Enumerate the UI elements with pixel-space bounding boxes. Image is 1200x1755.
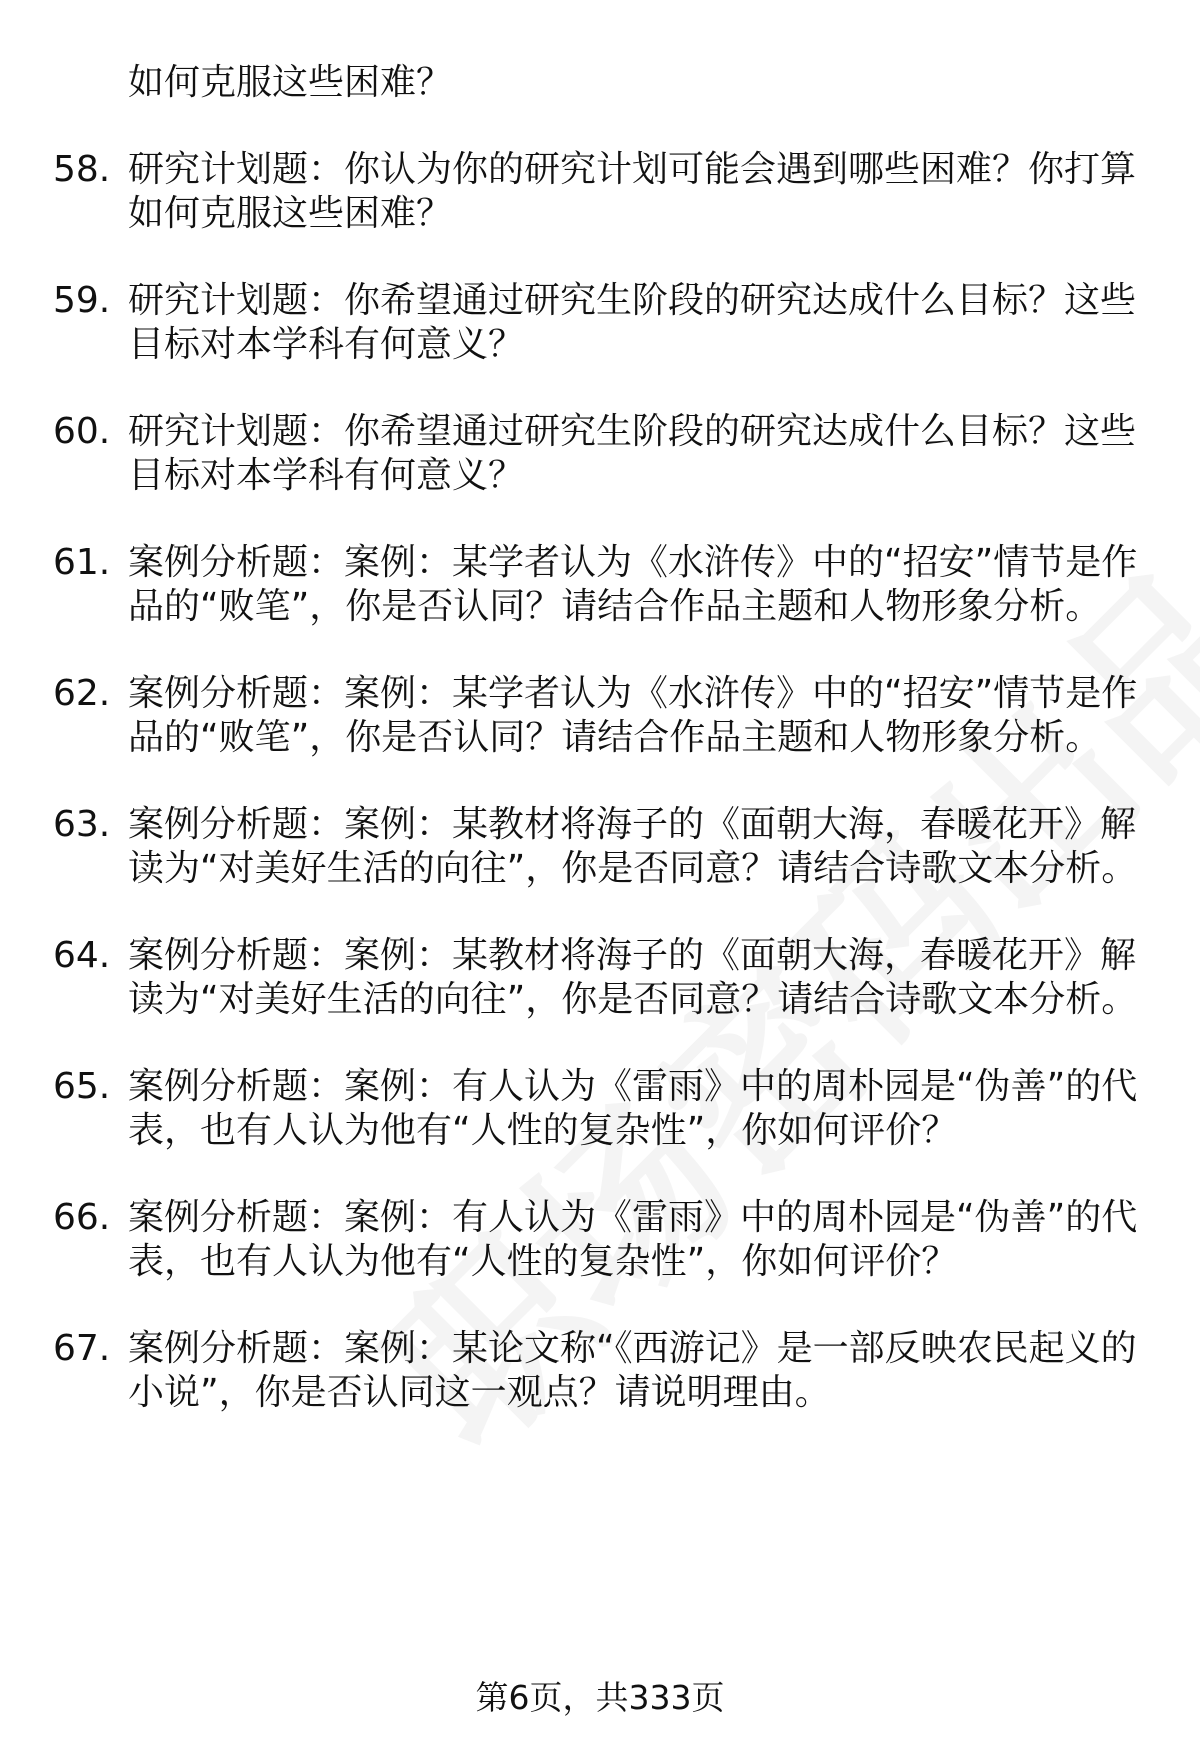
question-number: 60. (53, 410, 111, 452)
question-item (0, 1327, 1200, 1416)
continuation-text: 如何克服这些困难？ (128, 62, 453, 103)
question-number: 67. (53, 1327, 111, 1369)
question-item (0, 803, 1200, 892)
question-text: 案例分析题：案例：某教材将海子的《面朝大海，春暖花开》解读为“对美好生活的向往”，你是否同意？请结合诗歌文本分析。 (128, 803, 1138, 889)
question-text: 案例分析题：案例：某论文称“《西游记》是一部反映农民起义的小说”，你是否认同这一观点？请说明理由。 (128, 1327, 1137, 1413)
question-text: 研究计划题：你认为你的研究计划可能会遇到哪些困难？你打算如何克服这些困难？ (128, 148, 1137, 234)
question-item (0, 934, 1200, 1023)
question-text: 案例分析题：案例：有人认为《雷雨》中的周朴园是“伪善”的代表，也有人认为他有“人性的复杂性”，你如何评价？ (128, 1196, 1138, 1282)
question-number: 65. (53, 1065, 111, 1107)
question-item (0, 672, 1200, 761)
question-item (0, 148, 1200, 237)
question-item (0, 410, 1200, 499)
question-number: 61. (53, 541, 111, 583)
question-number: 64. (53, 934, 111, 976)
question-text: 研究计划题：你希望通过研究生阶段的研究达成什么目标？这些目标对本学科有何意义？ (128, 279, 1137, 365)
question-number: 62. (53, 672, 111, 714)
question-item (0, 541, 1200, 630)
page-footer: 第6页，共333页 (475, 1678, 725, 1717)
question-number: 63. (53, 803, 111, 845)
question-item (0, 1065, 1200, 1154)
question-text: 案例分析题：案例：某学者认为《水浒传》中的“招安”情节是作品的“败笔”，你是否认同？请结合作品主题和人物形象分析。 (128, 672, 1138, 758)
question-number: 66. (53, 1196, 111, 1238)
question-text: 研究计划题：你希望通过研究生阶段的研究达成什么目标？这些目标对本学科有何意义？ (128, 410, 1137, 496)
question-number: 59. (53, 279, 111, 321)
question-text: 案例分析题：案例：某教材将海子的《面朝大海，春暖花开》解读为“对美好生活的向往”，你是否同意？请结合诗歌文本分析。 (128, 934, 1138, 1020)
question-text: 案例分析题：案例：有人认为《雷雨》中的周朴园是“伪善”的代表，也有人认为他有“人性的复杂性”，你如何评价？ (128, 1065, 1138, 1151)
question-item (0, 1196, 1200, 1285)
question-number: 58. (53, 148, 111, 190)
question-list (0, 61, 1200, 1458)
question-item (0, 279, 1200, 368)
question-text: 案例分析题：案例：某学者认为《水浒传》中的“招安”情节是作品的“败笔”，你是否认同？请结合作品主题和人物形象分析。 (128, 541, 1138, 627)
